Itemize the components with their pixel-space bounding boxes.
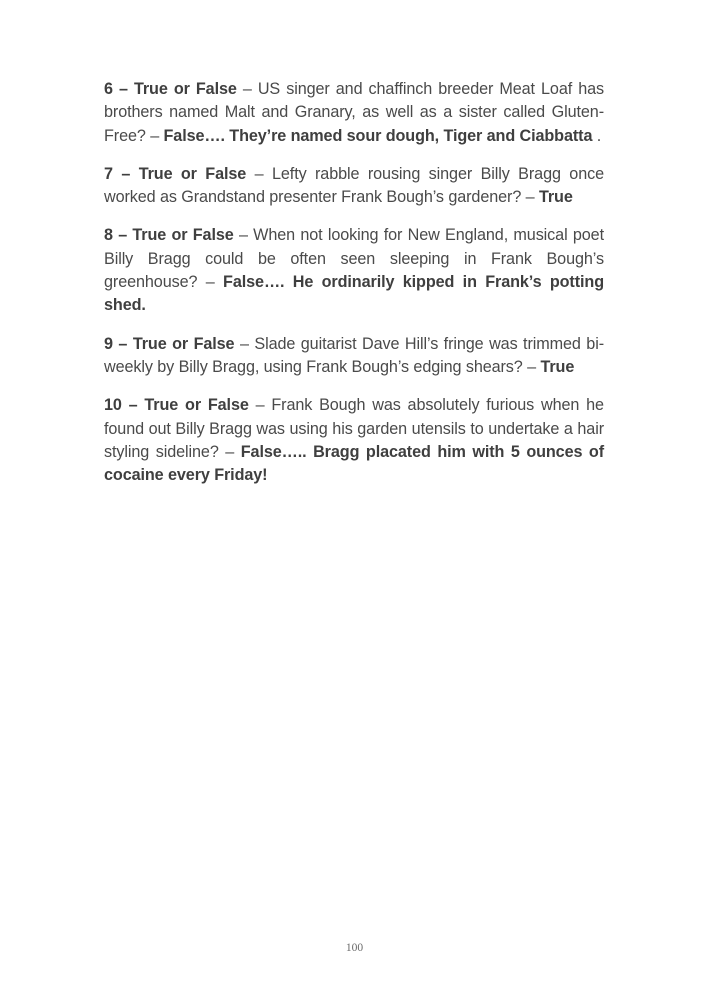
separator-dash: – — [225, 442, 235, 461]
separator-dash: – — [254, 164, 264, 183]
question-label: True or False — [133, 80, 237, 98]
question-text: Frank Bough was absolutely furious when he found out Billy Bragg was using his garden utensils to undertake a hair styling sideline? — [104, 396, 604, 461]
question-text: Lefty rabble rousing singer Billy Bragg once worked as Grandstand presenter Frank Bough’s gardener? — [104, 164, 605, 207]
page-number: 100 — [345, 942, 364, 954]
separator-dash: – — [205, 273, 215, 292]
question-label: True or False — [132, 226, 234, 245]
quiz-item-7 — [104, 163, 604, 210]
quiz-item-9 — [104, 333, 604, 380]
answer-text: False…. They’re named sour dough, Tiger and Ciabbatta — [163, 126, 593, 145]
question-number: 8 — [104, 226, 113, 245]
question-text: US singer and chaffinch breeder Meat Loaf has brothers named Malt and Granary, as well as a sister called Gluten-Free? — [104, 80, 604, 145]
answer-text: True — [540, 357, 575, 376]
question-label: True or False — [138, 164, 247, 183]
question-dash: – — [121, 164, 131, 183]
separator-dash: – — [238, 226, 248, 245]
separator-dash: – — [527, 357, 537, 376]
question-text: When not looking for New England, musical poet Billy Bragg could be often seen sleeping in Frank Bough’s greenhouse? — [104, 226, 604, 292]
question-dash: – — [118, 226, 128, 245]
question-label: True or False — [132, 334, 235, 353]
separator-dash: – — [255, 396, 265, 415]
question-text: Slade guitarist Dave Hill’s fringe was trimmed bi-weekly by Billy Bragg, using Frank Bough’s edging shears? — [104, 334, 604, 376]
quiz-item-10 — [104, 394, 604, 487]
question-number: 7 — [104, 164, 113, 183]
question-dash: – — [118, 334, 128, 353]
quiz-item-6 — [104, 78, 604, 148]
question-dash: – — [118, 80, 128, 98]
question-number: 6 — [104, 80, 113, 98]
answer-text: False…. He ordinarily kipped in Frank’s potting shed. — [104, 273, 604, 315]
separator-dash: – — [525, 188, 535, 207]
separator-dash: – — [150, 126, 160, 145]
answer-tail: . — [592, 126, 602, 145]
separator-dash: – — [242, 80, 252, 98]
answer-text: False….. Bragg placated him with 5 ounces of cocaine every Friday! — [104, 442, 605, 485]
quiz-item-8 — [104, 224, 604, 317]
quiz-content — [104, 78, 604, 502]
question-label: True or False — [144, 396, 249, 415]
question-dash: – — [128, 396, 138, 415]
answer-text: True — [538, 188, 573, 207]
question-number: 10 — [104, 396, 122, 415]
separator-dash: – — [239, 334, 249, 353]
question-number: 9 — [104, 334, 113, 353]
